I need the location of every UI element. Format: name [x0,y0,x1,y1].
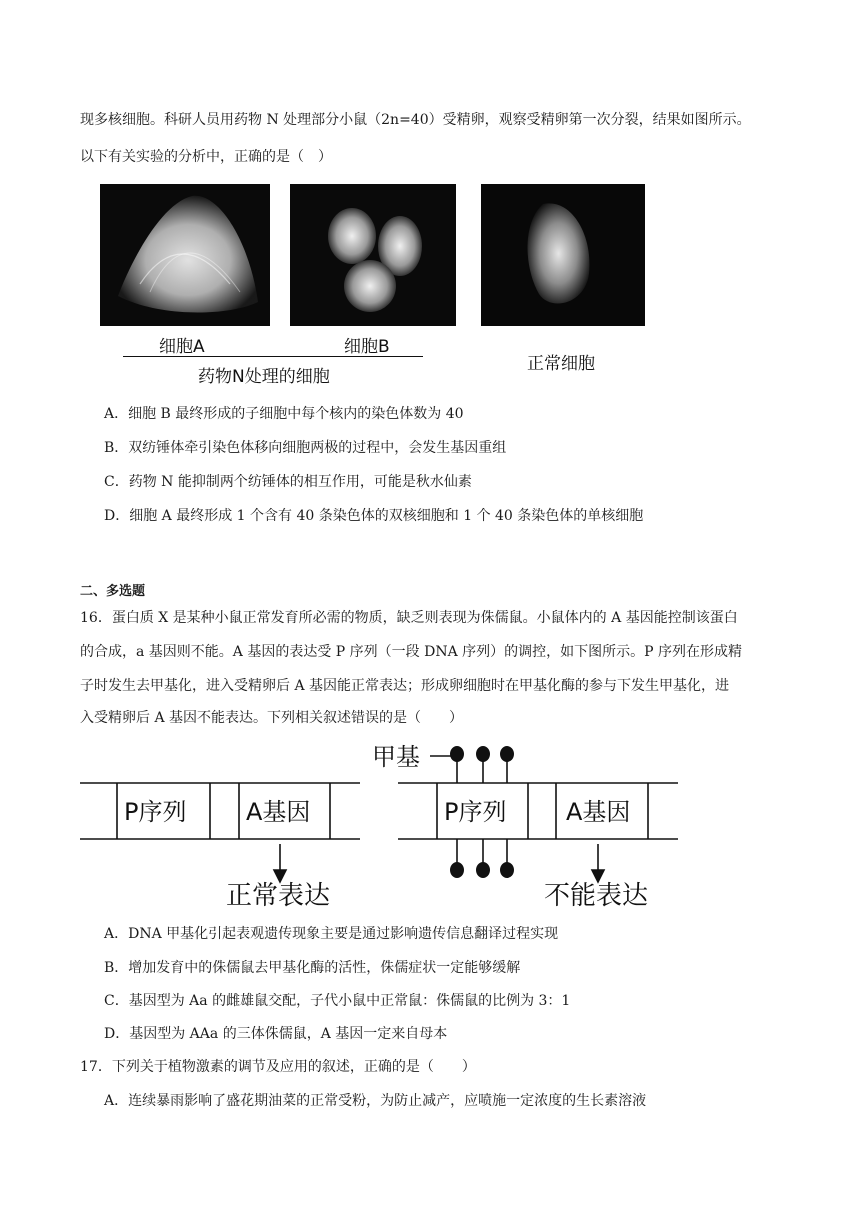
q17-stem: 17．下列关于植物激素的调节及应用的叙述，正确的是（ ） [80,1059,476,1075]
section-title: 二、多选题 [80,584,146,599]
q16-stem-line1: 16．蛋白质 X 是某种小鼠正常发育所必需的物质，缺乏则表现为侏儒鼠。小鼠体内的 A 基因能控制该蛋白 [80,610,738,626]
q16-option-b: B．增加发育中的侏儒鼠去甲基化酶的活性，侏儒症状一定能够缓解 [104,960,521,976]
micrograph-normal-cell [481,184,645,326]
methylation-diagram [0,736,860,912]
q16-option-d: D．基因型为 AAa 的三体侏儒鼠，A 基因一定来自母本 [104,1026,448,1042]
q15-option-b: B．双纺锤体牵引染色体移向细胞两极的过程中，会发生基因重组 [104,440,507,456]
q16-option-c: C．基因型为 Aa 的雌雄鼠交配，子代小鼠中正常鼠：侏儒鼠的比例为 3：1 [104,993,571,1009]
q15-stem-line1: 现多核细胞。科研人员用药物 N 处理部分小鼠（2n=40）受精卵，观察受精卵第一次分裂，结果如图所示。 [80,112,751,128]
no-expression-label: 不能表达 [544,881,649,911]
left-p-sequence-label: P序列 [124,798,187,826]
normal-expression-label: 正常表达 [226,881,331,911]
micrograph-cell-b [290,184,456,326]
group-underline [123,356,423,357]
cell-a-label: 细胞A [159,337,205,357]
q17-option-a: A．连续暴雨影响了盛花期油菜的正常受粉，为防止减产，应喷施一定浓度的生长素溶液 [104,1093,647,1109]
q16-stem-line3: 子时发生去甲基化，进入受精卵后 A 基因能正常表达；形成卵细胞时在甲基化酶的参与下发生甲基化，进 [80,678,730,694]
q16-stem-line2: 的合成，a 基因则不能。A 基因的表达受 P 序列（一段 DNA 序列）的调控，如下图所示。P 序列在形成精 [80,644,743,660]
methyl-label: 甲基 [372,743,420,771]
q15-option-d: D．细胞 A 最终形成 1 个含有 40 条染色体的双核细胞和 1 个 40 条染色体的单核细胞 [104,508,644,524]
q15-option-a: A．细胞 B 最终形成的子细胞中每个核内的染色体数为 40 [104,406,464,422]
q16-option-a: A．DNA 甲基化引起表观遗传现象主要是通过影响遗传信息翻译过程实现 [104,926,559,942]
normal-cell-label: 正常细胞 [527,354,595,374]
q15-stem-line2: 以下有关实验的分析中，正确的是（ ） [80,149,332,165]
group-label: 药物N处理的细胞 [198,367,330,387]
q16-stem-line4: 入受精卵后 A 基因不能表达。下列相关叙述错误的是（ ） [80,710,464,726]
left-a-gene-label: A基因 [246,798,311,826]
right-a-gene-label: A基因 [566,798,631,826]
micrograph-cell-a [100,184,270,326]
right-p-sequence-label: P序列 [444,798,507,826]
q15-option-c: C．药物 N 能抑制两个纺锤体的相互作用，可能是秋水仙素 [104,474,472,490]
cell-b-label: 细胞B [344,337,390,357]
